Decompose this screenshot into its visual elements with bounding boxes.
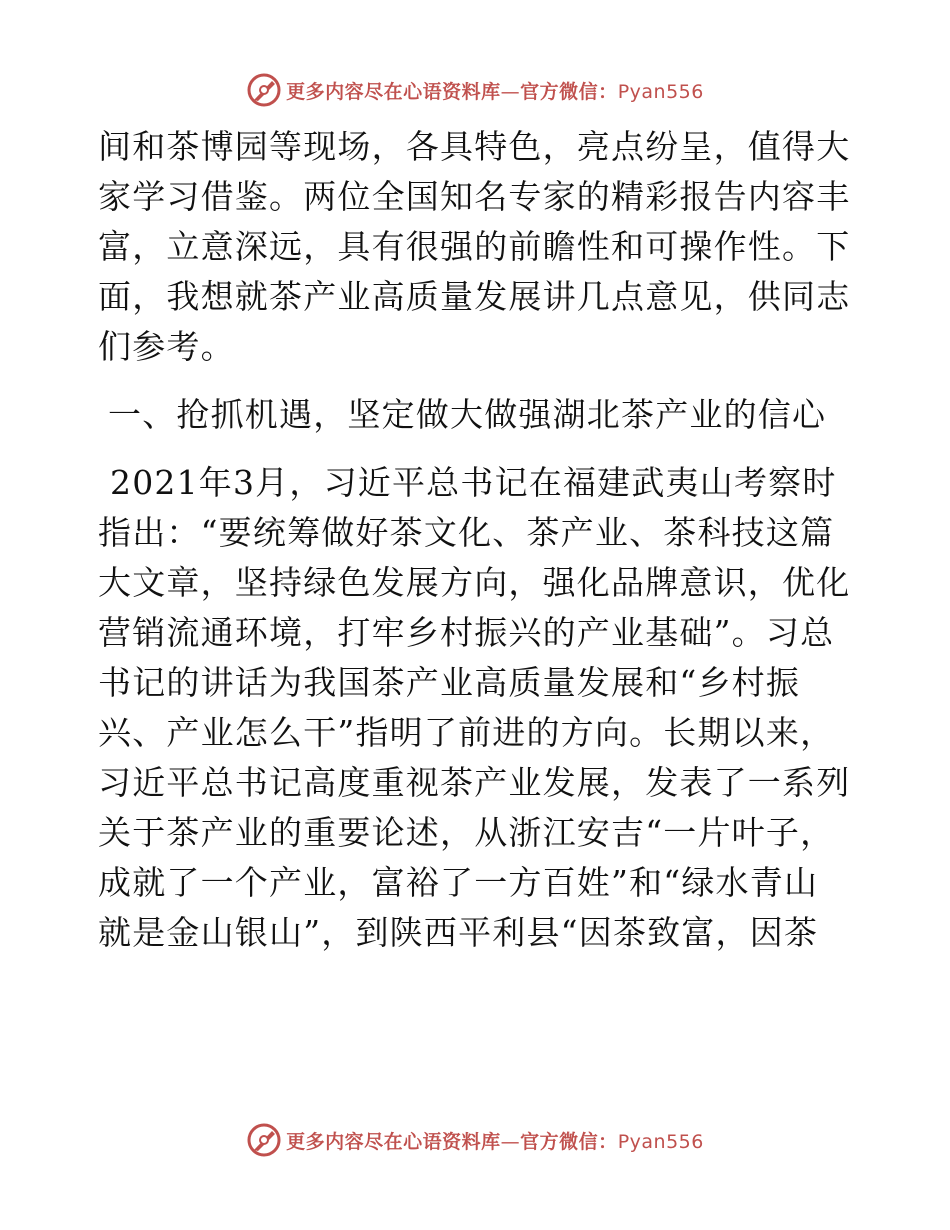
- watermark-wechat-label: 官方微信：: [520, 80, 618, 103]
- watermark-text: [286, 1127, 704, 1154]
- text-line: 成就了一个产业，富裕了一方百姓”和“绿水青山: [98, 863, 819, 902]
- text-line: 习近平总书记高度重视茶产业发展，发表了一系列: [98, 763, 851, 802]
- watermark-wechat-id: Pyan556: [617, 1130, 704, 1153]
- text-line: 书记的讲话为我国茶产业高质量发展和“乡村振: [98, 663, 801, 702]
- text-line: 富，立意深远，具有很强的前瞻性和可操作性。下: [98, 227, 851, 266]
- text-line: 大文章，坚持绿色发展方向，强化品牌意识，优化: [98, 563, 851, 602]
- text-line: 面，我想就茶产业高质量发展讲几点意见，供同志: [98, 277, 851, 316]
- text-line: 们参考。: [98, 327, 235, 366]
- watermark-site: 更多内容尽在心语资料库: [286, 1130, 501, 1153]
- text-line: 间和茶博园等现场，各具特色，亮点纷呈，值得大: [98, 127, 851, 166]
- quill-seal-icon: [246, 72, 282, 108]
- text-line: 兴、产业怎么干”指明了前进的方向。长期以来，: [98, 713, 835, 752]
- footer-watermark: [0, 1120, 950, 1160]
- paragraph: [98, 122, 858, 372]
- text-line: 指出：“要统筹做好茶文化、茶产业、茶科技这篇: [98, 513, 835, 552]
- watermark-wechat-id: Pyan556: [617, 80, 704, 103]
- quill-seal-icon: [246, 1122, 282, 1158]
- document-body: [98, 122, 858, 958]
- text-line: 家学习借鉴。两位全国知名专家的精彩报告内容丰: [98, 177, 851, 216]
- paragraph: [98, 458, 858, 958]
- watermark-wechat-label: 官方微信：: [520, 1130, 618, 1153]
- header-watermark: [0, 70, 950, 110]
- watermark-dash: —: [500, 1130, 521, 1153]
- text-line: 营销流通环境，打牢乡村振兴的产业基础”。习总: [98, 613, 835, 652]
- heading-line: 一、抢抓机遇，坚定做大做强湖北茶产业的信心: [108, 395, 827, 434]
- text-line: 关于茶产业的重要论述，从浙江安吉“一片叶子，: [98, 813, 835, 852]
- watermark-site: 更多内容尽在心语资料库: [286, 80, 501, 103]
- section-heading: [98, 390, 858, 440]
- text-line: 就是金山银山”，到陕西平利县“因茶致富，因茶: [98, 913, 819, 952]
- watermark-dash: —: [500, 80, 521, 103]
- text-line: 2021年3月，习近平总书记在福建武夷山考察时: [110, 463, 837, 502]
- watermark-text: [286, 77, 704, 104]
